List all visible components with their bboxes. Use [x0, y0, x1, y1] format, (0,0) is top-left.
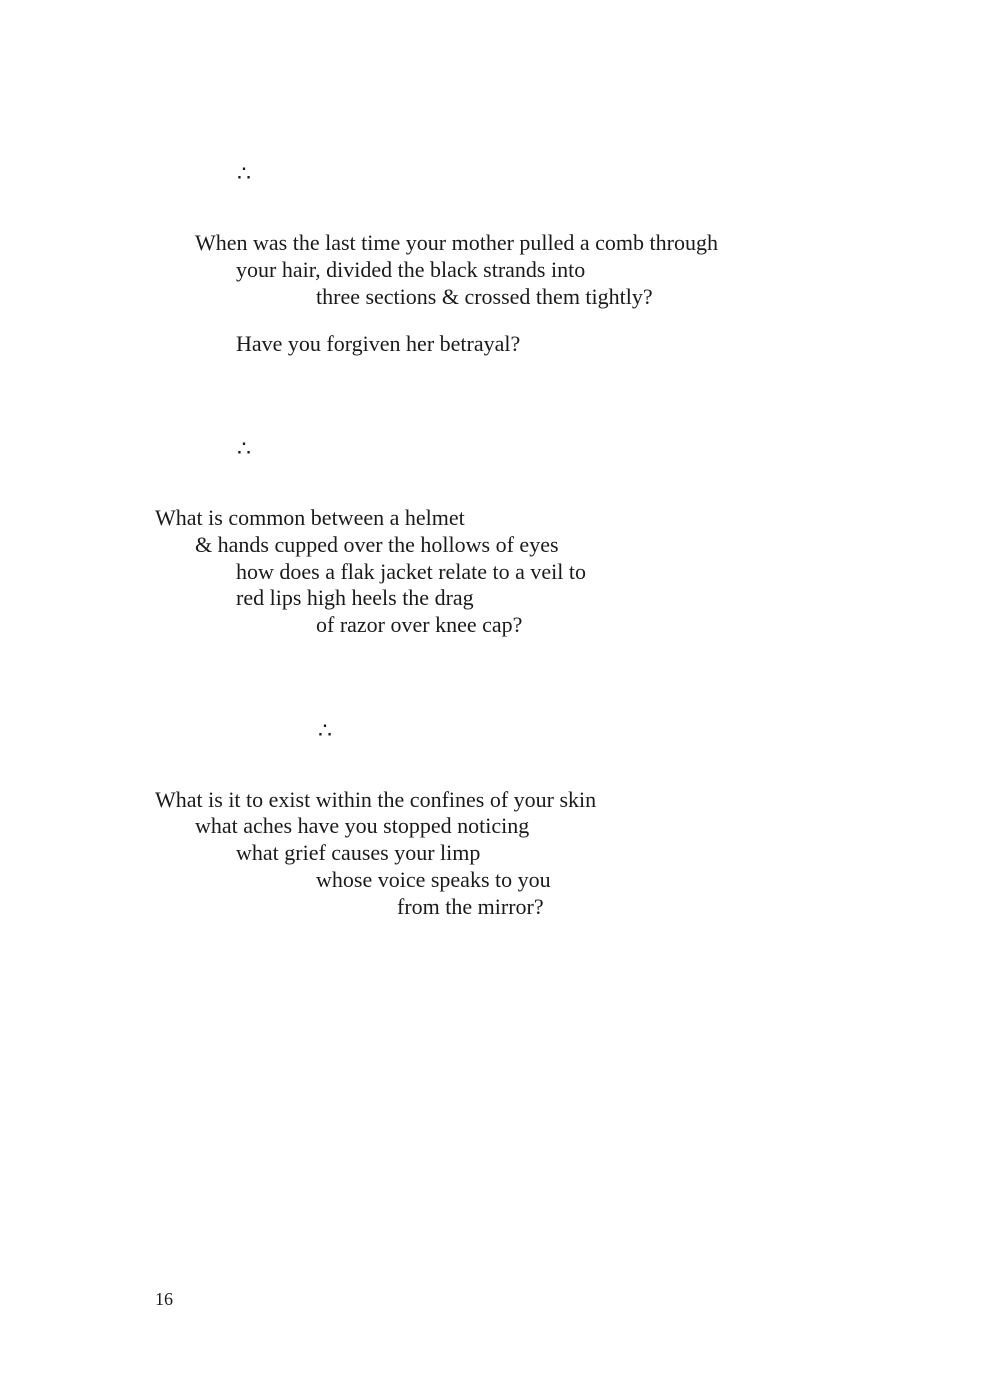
section-3-line-4: whose voice speaks to you — [316, 867, 551, 892]
section-3-line-1: What is it to exist within the confines of your skin — [155, 787, 597, 812]
section-1-line-4: Have you forgiven her betrayal? — [236, 331, 521, 356]
section-3-divider-symbol: ∴ — [318, 718, 332, 743]
section-3-line-5: from the mirror? — [397, 894, 544, 919]
section-2-divider-symbol: ∴ — [237, 436, 251, 461]
section-1-line-1: When was the last time your mother pulled a comb through — [195, 230, 718, 255]
section-2-line-4: red lips high heels the drag — [236, 585, 474, 610]
section-2-line-1: What is common between a helmet — [155, 505, 465, 530]
section-1-line-2: your hair, divided the black strands into — [236, 257, 586, 282]
section-2-line-2: & hands cupped over the hollows of eyes — [195, 532, 559, 557]
section-1-line-3: three sections & crossed them tightly? — [316, 284, 653, 309]
section-3-line-3: what grief causes your limp — [236, 840, 481, 865]
page-number: 16 — [155, 1289, 173, 1309]
section-3-line-2: what aches have you stopped noticing — [195, 813, 530, 838]
section-1-divider-symbol: ∴ — [237, 161, 251, 186]
section-2-line-5: of razor over knee cap? — [316, 612, 523, 637]
section-2-line-3: how does a flak jacket relate to a veil to — [236, 559, 587, 584]
